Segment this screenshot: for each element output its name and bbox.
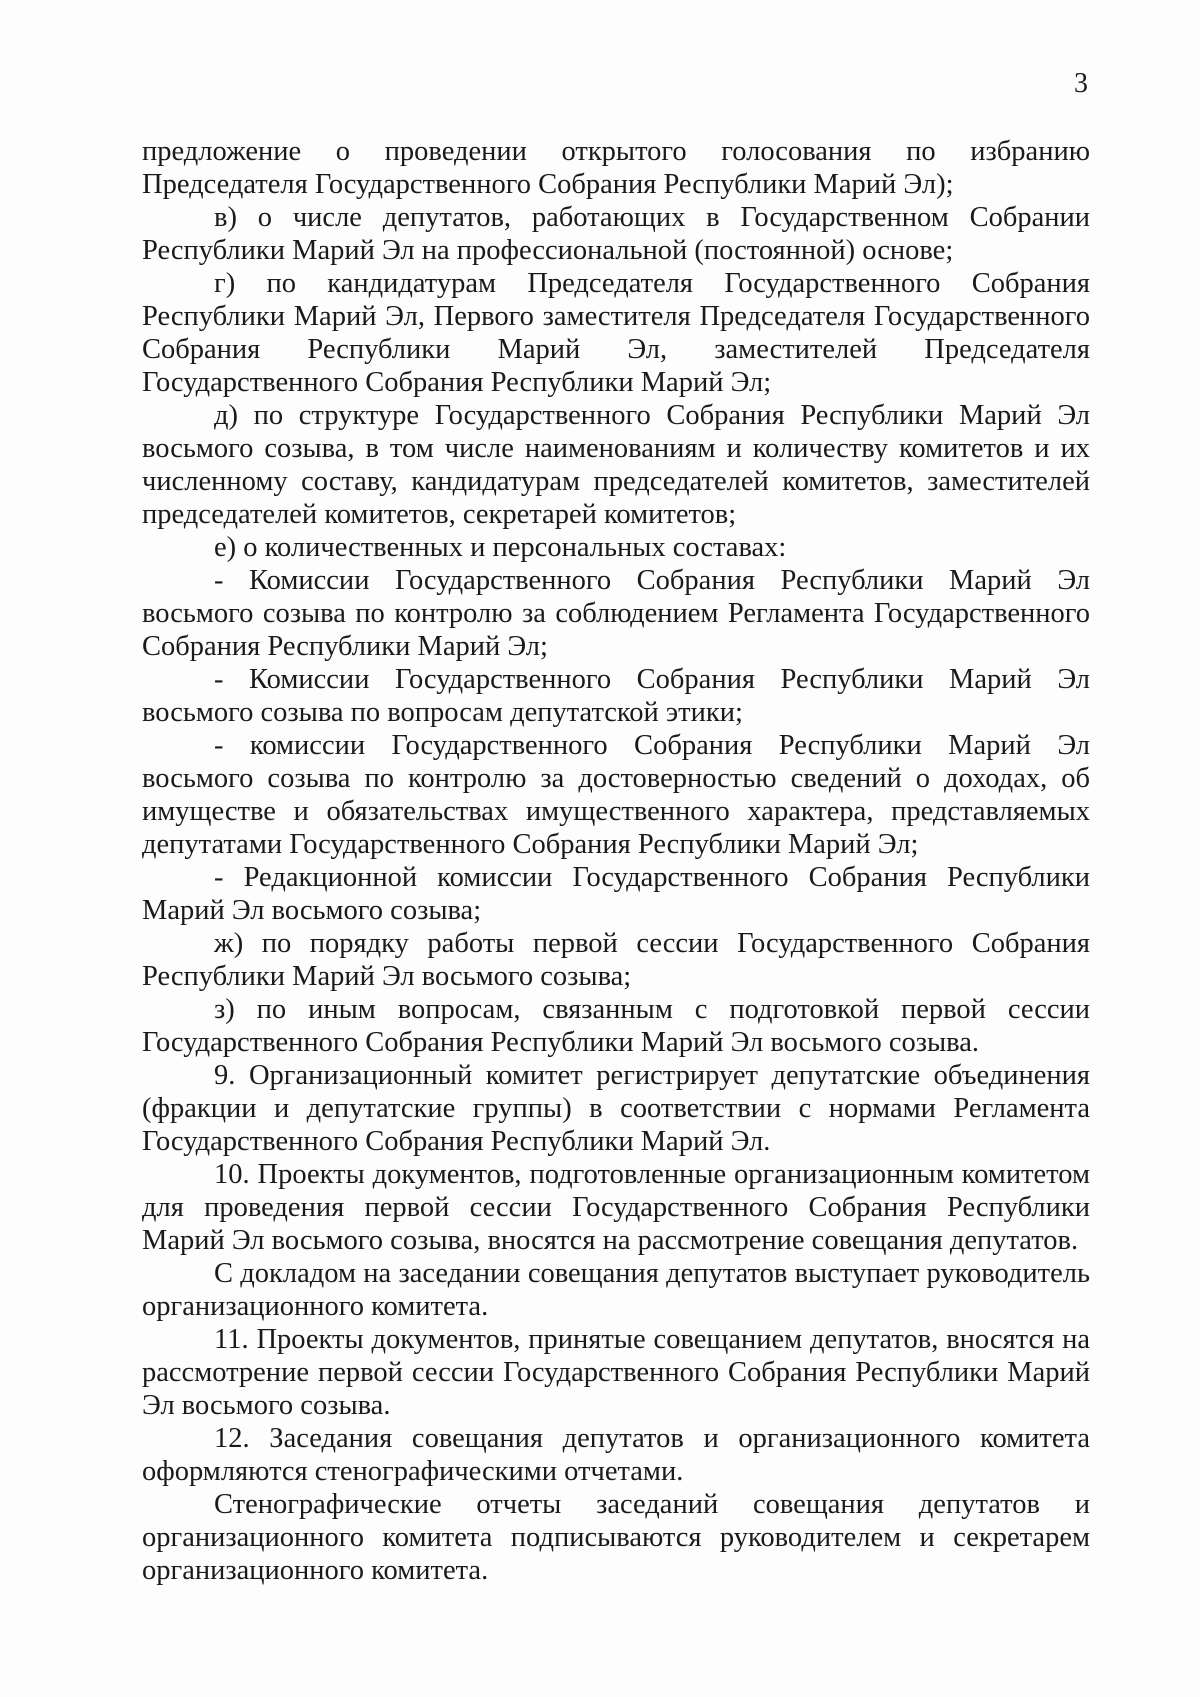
paragraph-bullet-regulation-commission: - Комиссии Государственного Собрания Республики Марий Эл восьмого созыва по контролю за соблюдением Регламента Государственного Собрания Республики Марий Эл; <box>142 565 1090 662</box>
paragraph-clause-9: 9. Организационный комитет регистрирует депутатские объединения (фракции и депутатские группы) в соответствии с нормами Регламента Государственного Собрания Республики Марий Эл. <box>142 1060 1090 1157</box>
paragraph-item-g-candidates: г) по кандидатурам Председателя Государственного Собрания Республики Марий Эл, Первого заместителя Председателя Государственного Собрания Республики Марий Эл, заместителей Председателя Государственного Собрания Республики Марий Эл; <box>142 268 1090 398</box>
paragraph-item-z-other-questions: з) по иным вопросам, связанным с подготовкой первой сессии Государственного Собрания Республики Марий Эл восьмого созыва. <box>142 994 1090 1058</box>
paragraph-item-v-deputies-count: в) о числе депутатов, работающих в Государственном Собрании Республики Марий Эл на профессиональной (постоянной) основе; <box>142 202 1090 266</box>
paragraph-bullet-editorial-commission: - Редакционной комиссии Государственного Собрания Республики Марий Эл восьмого созыва; <box>142 862 1090 926</box>
document-body <box>142 135 1090 1587</box>
paragraph-item-e-compositions: е) о количественных и персональных составах: <box>214 532 787 563</box>
paragraph-clause-10: 10. Проекты документов, подготовленные организационным комитетом для проведения первой сессии Государственного Собрания Республики Марий Эл восьмого созыва, вносятся на рассмотрение совещания депутатов. <box>142 1159 1090 1256</box>
paragraph-item-d-structure: д) по структуре Государственного Собрания Республики Марий Эл восьмого созыва, в том числе наименованиям и количеству комитетов и их численному составу, кандидатурам председателей комитетов, заместителей председателей комитетов, секретарей комитетов; <box>142 400 1090 530</box>
paragraph-clause-11: 11. Проекты документов, принятые совещанием депутатов, вносятся на рассмотрение первой сессии Государственного Собрания Республики Марий Эл восьмого созыва. <box>142 1324 1090 1421</box>
page-number: 3 <box>1074 68 1088 99</box>
paragraph-clause-12-signing: Стенографические отчеты заседаний совещания депутатов и организационного комитета подписываются руководителем и секретарем организационного комитета. <box>142 1489 1090 1586</box>
paragraph-clause-12: 12. Заседания совещания депутатов и организационного комитета оформляются стенографическими отчетами. <box>142 1423 1090 1487</box>
paragraph-clause-10-report: С докладом на заседании совещания депутатов выступает руководитель организационного комитета. <box>142 1258 1090 1322</box>
paragraph-bullet-income-commission: - комиссии Государственного Собрания Республики Марий Эл восьмого созыва по контролю за достоверностью сведений о доходах, об имуществе и обязательствах имущественного характера, представляемых депутатами Государственного Собрания Республики Марий Эл; <box>142 730 1090 860</box>
paragraph-continuation-open-vote: предложение о проведении открытого голосования по избранию Председателя Государственного Собрания Республики Марий Эл); <box>142 136 1090 200</box>
paragraph-item-zh-session-order: ж) по порядку работы первой сессии Государственного Собрания Республики Марий Эл восьмого созыва; <box>142 928 1090 992</box>
paragraph-bullet-ethics-commission: - Комиссии Государственного Собрания Республики Марий Эл восьмого созыва по вопросам депутатской этики; <box>142 664 1090 728</box>
